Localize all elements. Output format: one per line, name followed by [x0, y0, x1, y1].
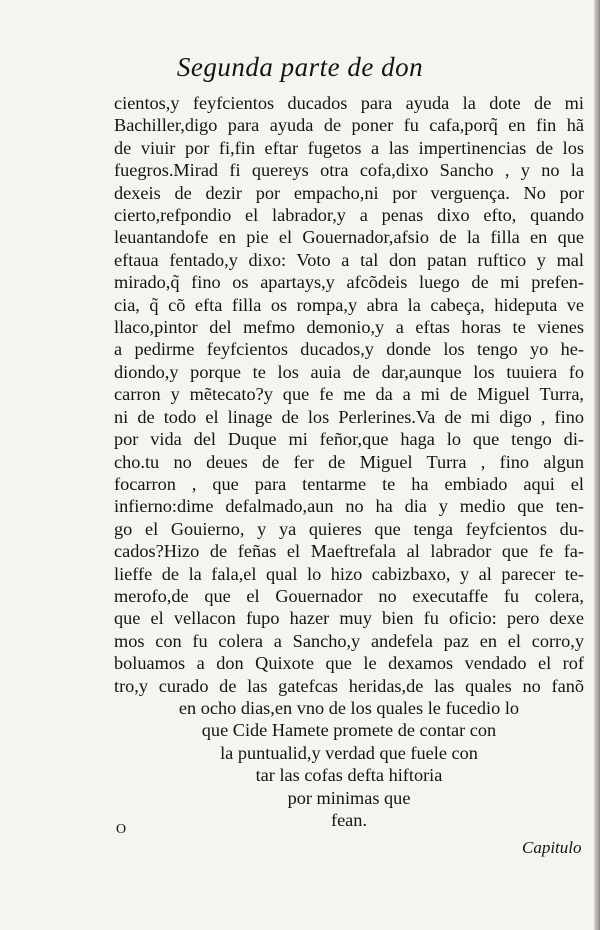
text-line: fuegros.Mirad fi quereys otra cofa,dixo Sancho , y no la	[114, 160, 584, 181]
text-line: ni de todo el linage de los Perlerines.Va de mi digo , fino	[114, 406, 584, 427]
text-line: llaco,pintor del mefmo demonio,y a eftas horas te vienes	[114, 317, 584, 338]
text-line: en ocho dias,en vno de los quales le fucedio lo	[178, 697, 520, 718]
text-line: mirado,q̃ fino os apartays,y afcõdeis luego de mi prefen-	[114, 272, 584, 293]
text-line: tar las cofas defta hiftoria	[255, 765, 443, 786]
catchword: Capitulo	[522, 838, 582, 857]
text-line: cho.tu no deues de fer de Miguel Turra , fino algun	[114, 451, 584, 472]
text-line: leuantandofe en pie el Gouernador,afsio de la filla en que	[114, 227, 584, 248]
text-line: tro,y curado de las gatefcas heridas,de las quales no fanõ	[114, 675, 584, 696]
text-line: por minimas que	[287, 787, 411, 808]
text-line: que Cide Hamete promete de contar con	[201, 720, 497, 741]
text-line: dexeis de dezir por empacho,ni por verguença. No por	[114, 182, 584, 203]
text-line: a pedirme feyfcientos ducados,y donde los tengo yo he-	[114, 339, 584, 360]
text-line: lieffe de la fala,el qual lo hizo cabizbaxo, y al parecer te-	[114, 563, 584, 584]
text-line: diondo,y porque te los auia de dar,aunque los tuuiera fo	[114, 361, 584, 382]
text-line: de viuir por fi,fin eftar fugetos a las impertinencias de los	[114, 137, 584, 158]
text-line: cia, q̃ cõ efta filla os rompa,y abra la cabeça, hideputa ve	[114, 294, 584, 315]
text-line: cierto,refpondio el labrador,y a penas dixo efto, quando	[114, 205, 584, 226]
text-line: boluamos a don Quixote que le dexamos vendado el rof	[114, 653, 584, 674]
text-line: merofo,de que el Gouernador no executaffe fu colera,	[114, 585, 584, 606]
text-line: mos con fu colera a Sancho,y andefela paz en el corro,y	[114, 630, 584, 651]
text-line: focarron , que para tentarme te ha embiado aqui el	[114, 473, 584, 494]
text-line: cados?Hizo de feñas el Maeftrefala al labrador que fe fa-	[114, 541, 584, 562]
running-header: Segunda parte de don	[176, 52, 424, 82]
page-text-body	[114, 92, 584, 831]
signature-mark: O	[116, 822, 127, 837]
text-line: eftaua fentado,y dixo: Voto a tal don patan ruftico y mal	[114, 249, 584, 270]
text-line: infierno:dime defalmado,aun no ha dia y medio que ten-	[114, 496, 584, 517]
text-line: go el Gouierno, y ya quieres que tenga feyfcientos du-	[114, 518, 584, 539]
text-line: carron y mẽtecato?y que fe me da a mi de Miguel Turra,	[114, 384, 584, 405]
text-line: que el vellacon fupo hazer muy bien fu oficio: pero dexe	[114, 608, 584, 629]
text-line: cientos,y feyfcientos ducados para ayuda la dote de mi	[114, 93, 584, 113]
text-line: Bachiller,digo para ayuda de poner fu cafa,porq̃ en fin hã	[114, 115, 584, 136]
page-edge-shadow	[594, 0, 600, 930]
text-line: fean.	[330, 810, 368, 830]
text-line: la puntualid,y verdad que fuele con	[220, 742, 478, 763]
text-line: por vida del Duque mi feñor,que haga lo que tengo di-	[114, 429, 584, 450]
